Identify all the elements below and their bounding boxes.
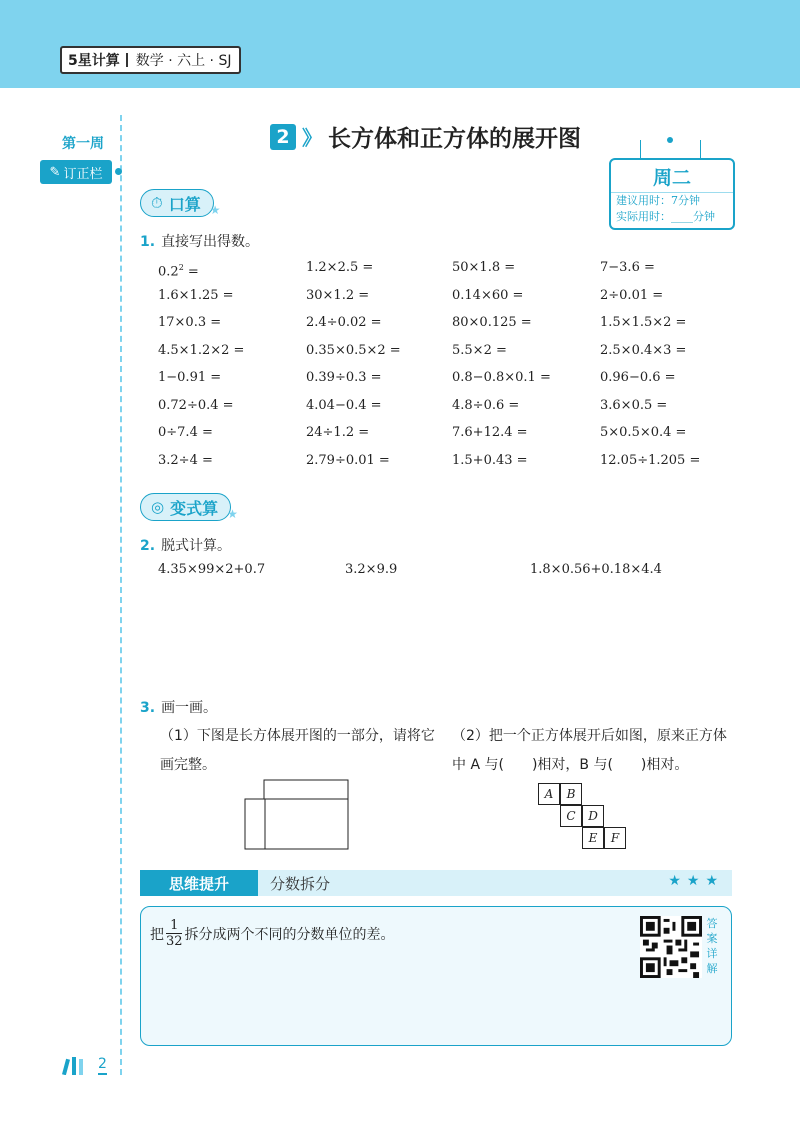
thinking-topic: 分数拆分: [270, 874, 331, 893]
margin-dashed-line: [120, 115, 122, 1075]
calc-item: 0.8−0.8×0.1 =: [452, 370, 551, 385]
calc-item: 2.4÷0.02 =: [306, 315, 382, 330]
calc-item: 4.8÷0.6 =: [452, 397, 520, 413]
question-1-text: 直接写出得数。: [161, 234, 260, 250]
net-cell: D: [582, 805, 604, 827]
calc-item: 1.6×1.25 =: [158, 287, 234, 303]
week-label: 第一周: [62, 136, 104, 152]
target-icon: ◎: [151, 498, 165, 516]
net-face-front: [265, 799, 348, 849]
question-3-number: 3.: [140, 700, 156, 716]
lesson-title: [270, 120, 581, 153]
chevron-right-icon: 》: [302, 126, 322, 150]
calc-item: 0÷7.4 =: [158, 425, 213, 440]
thinking-problem: [150, 918, 395, 949]
calc-item: 5×0.5×0.4 =: [600, 425, 687, 440]
actual-time: 实际用时：____分钟: [616, 210, 715, 223]
net-cell: C: [560, 805, 582, 827]
books-icon: [62, 1055, 88, 1075]
suggested-time: 建议用时：7分钟: [616, 194, 700, 207]
expression-item: 3.2×9.9: [345, 562, 398, 577]
calc-item: 2.79÷0.01 =: [306, 452, 390, 468]
brand-badge: [60, 46, 241, 74]
calc-item: 1.2×2.5 =: [306, 260, 374, 275]
expression-item: 1.8×0.56+0.18×4.4: [530, 562, 662, 577]
correction-tag: [40, 160, 112, 184]
fraction: [166, 918, 183, 949]
hanger-line-right: [700, 140, 701, 160]
calc-item: 7.6+12.4 =: [452, 425, 528, 440]
star-icon: ★★★: [668, 873, 724, 889]
section-oral: [140, 190, 220, 216]
thinking-banner: [140, 870, 732, 896]
calc-item: 80×0.125 =: [452, 315, 532, 330]
section-variant-title: 变式算: [170, 498, 219, 518]
expression-item: 4.35×99×2+0.7: [158, 562, 266, 577]
cuboid-net-partial: [244, 779, 350, 851]
calc-item: 7−3.6 =: [600, 260, 655, 275]
question-1-number: 1.: [140, 234, 156, 250]
hanger-line-left: [640, 140, 641, 160]
correction-dot: [115, 168, 122, 175]
lesson-title-text: 长方体和正方体的展开图: [328, 126, 581, 152]
calc-item: 30×1.2 =: [306, 287, 370, 303]
calc-item: 0.72÷0.4 =: [158, 397, 234, 413]
brand-name: 5星计算: [68, 53, 120, 69]
calc-item: 0.39÷0.3 =: [306, 370, 382, 385]
calc-item: 2.5×0.4×3 =: [600, 342, 687, 358]
question-3: [140, 697, 217, 717]
pencil-icon: ✎: [49, 164, 61, 180]
question-3-text: 画一画。: [161, 700, 218, 716]
oral-calc-grid: [158, 258, 718, 478]
fraction-denominator: 32: [166, 934, 183, 949]
question-2-text: 脱式计算。: [161, 538, 232, 554]
page-number: 2: [98, 1056, 107, 1075]
question-1: [140, 231, 259, 251]
net-cell: E: [582, 827, 604, 849]
net-face-top: [264, 780, 348, 799]
section-variant: [140, 494, 238, 520]
calc-item: 50×1.8 =: [452, 260, 516, 275]
page-footer: [62, 1055, 107, 1075]
net-cell: B: [560, 783, 582, 805]
stopwatch-icon: ⏱: [151, 194, 163, 212]
calc-item: 0.14×60 =: [452, 287, 524, 303]
top-banner: [0, 0, 800, 88]
calc-item: 3.6×0.5 =: [600, 397, 668, 413]
question-2-number: 2.: [140, 538, 156, 554]
calc-item: 0.35×0.5×2 =: [306, 342, 401, 358]
day-label: 周二: [611, 160, 733, 193]
calc-item: 0.96−0.6 =: [600, 370, 676, 385]
calc-item: 4.04−0.4 =: [306, 397, 382, 413]
calc-item: 1−0.91 =: [158, 370, 222, 385]
calc-item: 5.5×2 =: [452, 342, 507, 358]
net-cell: F: [604, 827, 626, 849]
calc-item: 2÷0.01 =: [600, 287, 664, 303]
subject-label: 数学 · 六上 · SJ: [135, 53, 232, 69]
star-icon: ★: [209, 203, 221, 217]
problem-pre: 把: [150, 926, 164, 943]
net-face-left: [245, 799, 265, 849]
qr-code-icon[interactable]: [640, 916, 702, 978]
question-2: [140, 535, 231, 555]
day-card: [609, 158, 735, 230]
lesson-number: 2: [270, 124, 296, 150]
question-3-part-2: （2）把一个正方体展开后如图，原来正方体中 A 与( )相对，B 与( )相对。: [452, 728, 727, 773]
correction-label: 订正栏: [63, 166, 103, 182]
hanger-dot: [667, 137, 673, 143]
star-icon: ★: [227, 507, 238, 521]
qr-caption: 答案详解: [706, 917, 718, 975]
fraction-numerator: 1: [170, 918, 179, 933]
calc-item: 1.5×1.5×2 =: [600, 315, 687, 330]
net-cell: A: [538, 783, 560, 805]
calc-item: 12.05÷1.205 =: [600, 452, 701, 468]
thinking-label: 思维提升: [140, 870, 258, 896]
section-oral-pill: [140, 189, 214, 217]
calc-item: 1.5+0.43 =: [452, 452, 528, 468]
calc-item: 24÷1.2 =: [306, 425, 370, 440]
section-oral-title: 口算: [168, 194, 201, 214]
calc-item: $0.2^2$ =: [158, 263, 199, 280]
problem-post: 拆分成两个不同的分数单位的差。: [184, 926, 395, 943]
question-3-part-1: （1）下图是长方体展开图的一部分，请将它画完整。: [160, 728, 435, 773]
calc-item: 3.2÷4 =: [158, 452, 213, 468]
section-variant-pill: [140, 493, 231, 521]
calc-item: 17×0.3 =: [158, 315, 222, 330]
calc-item: 4.5×1.2×2 =: [158, 342, 245, 358]
